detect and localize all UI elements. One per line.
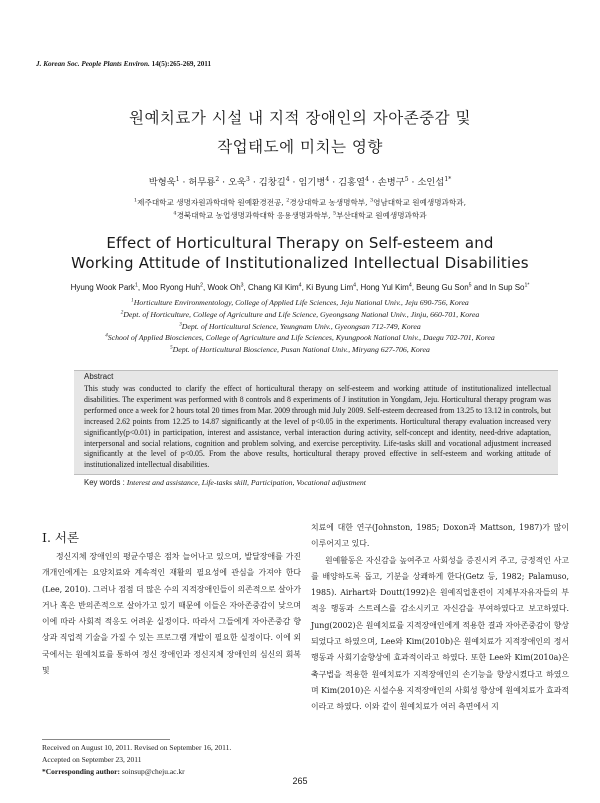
english-author: Wook Oh$^3$ [207,282,244,292]
page-number: 265 [292,776,308,786]
intro-paragraph: 정신지체 장애인의 평균수명은 점차 늘어나고 있으며, 발달장애를 가진 개개인에게는 요양치료와 계속적인 재활의 필요성에 관심을 가져야 한다(Lee, 2010). 그러나 점점 더 많은 수의 지적장애인들이 의존적으로 살아가거나 혹은 반의존적으로 살아가고 있기 때문에 이들은 자아존중감이 낮으며 이에 따라 사회적 적응도 어려운 실정이다. 따라서 그들에게 자아존중감 향상과 직업적 기술을 가질 수 있는 프로그램 개발이 필요한 실정이다. 이에 외국에서는 원예치료를 통하여 정신 장애인과 정신지체 장애인의 심신의 회복 및 [42,552,301,676]
journal-volume: 14(5):265-269, 2011 [151,60,212,68]
english-author: Hyung Wook Park$^1$ [70,282,138,292]
keywords [84,478,366,487]
keywords-label: Key words : [84,478,125,487]
english-affiliation: $^4$School of Applied Biosciences, College of Agriculture and Life Sciences, Kyungpook National Univ., Daegu 702-701, Korea [105,332,495,343]
english-author: Beung Gu Son$^5$ [416,282,472,292]
journal-name: J. Korean Soc. People Plants Environ. [36,60,150,68]
korean-author: 김창길$^4$ [258,175,290,188]
korean-title-line2: 작업태도에 미치는 영향 [217,138,383,156]
korean-author: 임기병$^4$ [298,175,330,188]
korean-affiliations [0,196,600,222]
abstract-heading: Abstract [84,372,114,381]
english-title-line2: Working Attitude of Institutionalized Intellectual Disabilities [71,254,529,272]
english-title-line1: Effect of Horticultural Therapy on Self-esteem and [106,234,494,252]
english-author: Hong Yul Kim$^4$ [360,282,412,292]
author-separator: · [368,177,378,188]
korean-author: 손병구$^5$ [377,175,409,188]
author-separator: · [408,177,418,188]
english-author: Moo Ryong Huh$^2$ [142,282,203,292]
received-note: Received on August 10, 2011. Revised on September 16, 2011. [42,743,232,752]
english-authors: Hyung Wook Park$^1$, Moo Ryong Huh$^2$, Wook Oh$^3$, Chang Kil Kim$^4$, Ki Byung Lim$^4$, Hong Yul Kim$^4$, Beung Gu Son$^5$ and In Sup $So^{1*}$ [70,282,530,292]
korean-author: 김홍열$^4$ [338,175,369,188]
english-affiliation: $^1$Horticulture Environmentology, College of Applied Life Sciences, Jeju National Univ., Jeju 690-756, Korea [131,297,469,307]
korean-affil-line2: $^4$경북대학교 농업생명과학대학 응용생명과학부, $^5$부산대학교 원예생명과학과 [173,210,427,220]
korean-author: 허무룡$^2$ [188,175,220,188]
korean-title [0,104,600,162]
author-separator: · [329,177,339,188]
korean-author: 박형욱$^1$ [148,175,180,188]
english-author: Ki Byung Lim$^4$ [306,282,357,292]
corresponding-note: *Corresponding author: soinsup@cheju.ac.kr [42,767,185,777]
author-separator: · [249,177,259,188]
english-author: In Sup $So^{1*}$ [489,282,530,292]
korean-title-line1: 원예치료가 시설 내 지적 장애인의 자아존중감 및 [128,109,472,127]
korean-author: 소인섭$^{1*}$ [417,175,452,188]
right-paragraph-1: 치료에 대한 연구(Johnston, 1985; Doxon과 Mattson, 1987)가 많이 이루어지고 있다. [311,523,569,549]
english-title [0,233,600,273]
right-column [311,520,569,716]
accepted-note: Accepted on September 23, 2011 [42,755,142,765]
journal-citation [36,60,211,68]
korean-affil-line1: $^1$제주대학교 생명자원과학대학 원예환경전공, $^2$경상대학교 농생명학부, $^3$영남대학교 원예생명과학과, [134,197,466,207]
english-affiliations [0,297,600,356]
author-separator: · [219,177,229,188]
author-separator: · [289,177,299,188]
footnotes [42,742,301,779]
footnote-rule [42,739,170,740]
english-affiliation: $^3$Dept. of Horticultural Science, Yeungnam Univ., Gyeongsan 712-749, Korea [179,321,421,331]
korean-authors [0,174,600,188]
section-heading: Ⅰ. 서론 [42,530,80,545]
left-column [42,549,301,679]
abstract-text: This study was conducted to clarify the effect of horticultural therapy on self-esteem and working attitude of institutionalized intellectual disabilities. The experiment was performed with 8 controls and 8 experiments of J institution in Yongdam, Jeju. Horticultural therapy program was performed once a week for 2 hours total 20 times from Mar. 2009 through mid July 2009. Self-esteem decreased from 13.25 to 13.12 in controls, but increased 2.62 points from 12.25 to 14.87 significantly at the level of p<0.05 in the experiments. Horticultural therapy evaluation increased very significantly(p<0.01) in participation, interest and assistance, verbal interaction during activity, self-concept and identity, need-drive adaptation, interpersonal and social relations, cognition and problem solving, and exercise perceptivity. Life-tasks skill and vocational adjustment increased significantly at the level of p<0.05. From the above results, horticultural therapy proved effective in self-esteem and working attitude of institutionalized intellectual disabilities. [84,384,551,470]
english-affiliation: $^5$Dept. of Horticultural Bioscience, Pusan National Univ., Miryang 627-706, Korea [170,344,430,355]
author-separator: · [179,177,189,188]
korean-author: 오욱$^3$ [228,175,250,188]
keywords-value: Interest and assistance, Life-tasks skill, Participation, Vocational adjustment [126,478,366,487]
english-author: Chang Kil Kim$^4$ [247,282,302,292]
right-paragraph-2: 원예활동은 자신감을 높여주고 사회성을 증진시켜 주고, 긍정적인 사고를 배양하도록 돕고, 기분을 상쾌하게 한다(Getz 등, 1982; Palamuso, 1985). Airhart와 Doutt(1992)은 원예직업훈련이 지체부자유자들의 부적응 행동과 스트레스를 감소시키고 자신감을 부여하였다고 보고하였다. Jung(2002)은 원예치료를 지적장애인에게 적용한 결과 자아존중감이 향상되었다고 하였으며, Lee와 Kim(2010b)은 원예치료가 지적장애인의 정서행동과 사회기술향상에 효과적이라고 하였다. 또한 Lee와 Kim(2010a)은 축구법을 적용한 원예치료가 지적장애인의 손기능을 향상시켰다고 하였으며 Kim(2010)은 시설수용 지적장애인의 사회성 향상에 원예치료가 효과적이라고 하였다. 이와 같이 원예치료가 여러 측면에서 지 [311,555,569,712]
english-affiliation: $^2$Dept. of Horticulture, College of Agriculture and Life Science, Gyeongsang National Univ., Jinju, 660-701, Korea [120,309,480,319]
